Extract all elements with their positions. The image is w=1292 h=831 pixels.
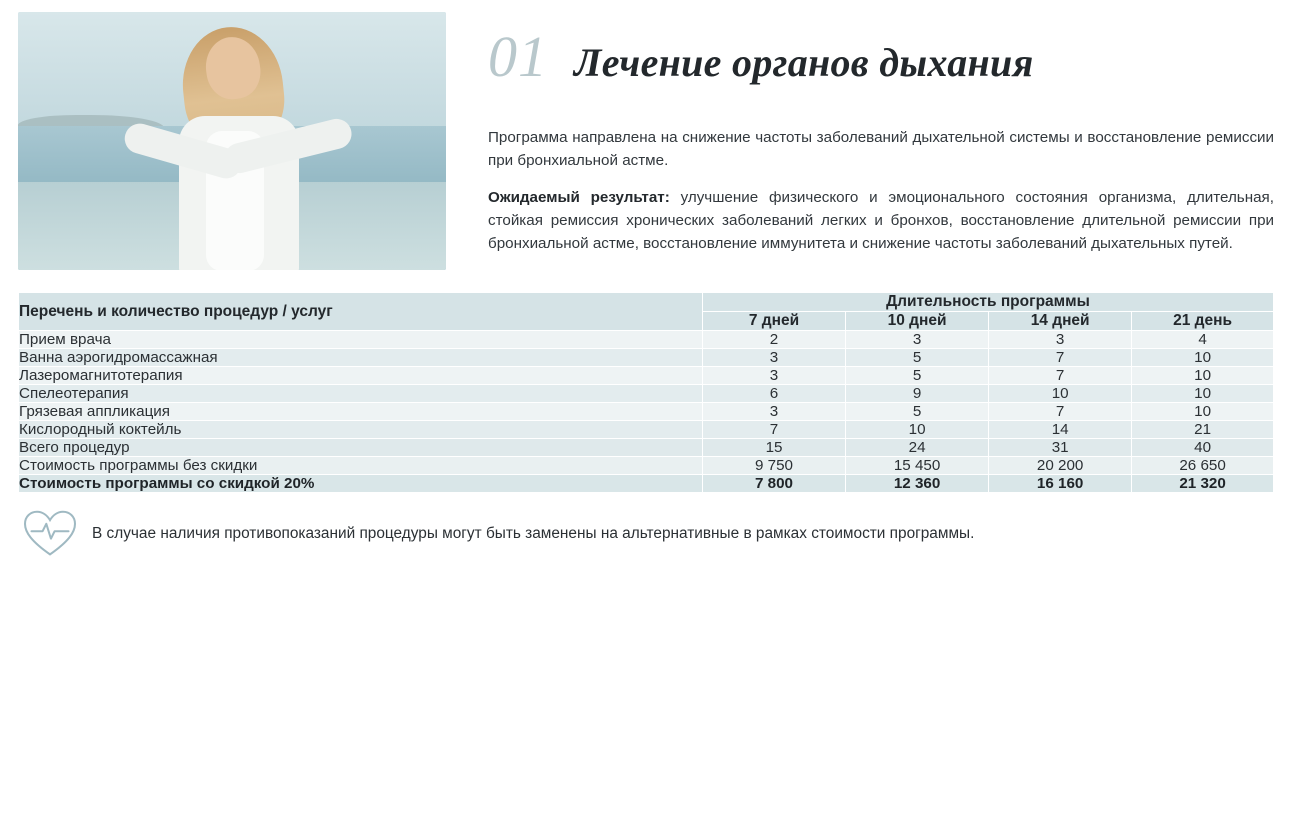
row-value-14: 10 xyxy=(989,385,1132,403)
section-title-row xyxy=(488,14,1274,112)
table-row xyxy=(19,421,1274,439)
heart-pulse-icon xyxy=(22,509,78,559)
table-head xyxy=(19,293,1274,331)
row-value-10: 3 xyxy=(846,331,989,349)
row-value-7: 7 xyxy=(702,421,845,439)
table-row xyxy=(19,385,1274,403)
row-value-7: 6 xyxy=(702,385,845,403)
row-value-14: 7 xyxy=(989,367,1132,385)
row-value-14: 7 xyxy=(989,403,1132,421)
row-label-discount: Стоимость программы со скидкой 20% xyxy=(19,475,703,493)
discount-value-14: 16 160 xyxy=(989,475,1132,493)
table-row-price xyxy=(19,457,1274,475)
row-label: Прием врача xyxy=(19,331,703,349)
section-number: 01 xyxy=(488,23,548,89)
discount-value-7: 7 800 xyxy=(702,475,845,493)
price-value-14: 20 200 xyxy=(989,457,1132,475)
table-header-duration: Длительность программы xyxy=(702,293,1273,312)
expected-result-label: Ожидаемый результат: xyxy=(488,188,670,206)
row-value-21: 10 xyxy=(1132,349,1274,367)
row-value-14: 14 xyxy=(989,421,1132,439)
row-value-21: 10 xyxy=(1132,403,1274,421)
row-value-7: 3 xyxy=(702,349,845,367)
table-row-discount xyxy=(19,475,1274,493)
table-row xyxy=(19,367,1274,385)
total-value-7: 15 xyxy=(702,439,845,457)
table-header-col-7: 7 дней xyxy=(702,312,845,331)
footer-note xyxy=(0,493,1292,559)
row-label: Спелеотерапия xyxy=(19,385,703,403)
table-row xyxy=(19,349,1274,367)
row-value-10: 9 xyxy=(846,385,989,403)
row-value-10: 5 xyxy=(846,367,989,385)
row-value-21: 4 xyxy=(1132,331,1274,349)
row-value-10: 5 xyxy=(846,349,989,367)
expected-result-paragraph xyxy=(488,186,1274,255)
row-label-total: Всего процедур xyxy=(19,439,703,457)
footer-note-text: В случае наличия противопоказаний процедуры могут быть заменены на альтернативные в рамках стоимости программы. xyxy=(92,525,975,543)
row-value-21: 10 xyxy=(1132,367,1274,385)
intro-text-block xyxy=(446,12,1274,269)
row-label: Ванна аэрогидромассажная xyxy=(19,349,703,367)
table-header-row-1 xyxy=(19,293,1274,312)
row-label-price: Стоимость программы без скидки xyxy=(19,457,703,475)
pricing-table-wrapper xyxy=(0,270,1292,493)
pricing-table xyxy=(18,292,1274,493)
table-header-col-10: 10 дней xyxy=(846,312,989,331)
row-value-10: 5 xyxy=(846,403,989,421)
table-row xyxy=(19,403,1274,421)
total-value-10: 24 xyxy=(846,439,989,457)
discount-value-21: 21 320 xyxy=(1132,475,1274,493)
row-value-21: 21 xyxy=(1132,421,1274,439)
total-value-21: 40 xyxy=(1132,439,1274,457)
table-row-total xyxy=(19,439,1274,457)
price-value-7: 9 750 xyxy=(702,457,845,475)
row-value-21: 10 xyxy=(1132,385,1274,403)
table-row xyxy=(19,331,1274,349)
row-value-14: 7 xyxy=(989,349,1132,367)
row-value-7: 3 xyxy=(702,403,845,421)
row-label: Кислородный коктейль xyxy=(19,421,703,439)
price-value-10: 15 450 xyxy=(846,457,989,475)
row-value-7: 3 xyxy=(702,367,845,385)
row-label: Лазеромагнитотерапия xyxy=(19,367,703,385)
page-title: Лечение органов дыхания xyxy=(574,39,1034,85)
price-value-21: 26 650 xyxy=(1132,457,1274,475)
row-value-14: 3 xyxy=(989,331,1132,349)
photo-woman xyxy=(138,22,326,270)
row-value-7: 2 xyxy=(702,331,845,349)
intro-paragraph: Программа направлена на снижение частоты заболеваний дыхательной системы и восстановление ремиссии при бронхиальной астме. xyxy=(488,128,1274,169)
table-header-col-14: 14 дней xyxy=(989,312,1132,331)
expected-result-text: улучшение физического и эмоционального состояния организма, длительная, стойкая ремиссия хронических заболеваний легких и бронхов, восстановление длительной ремиссии при бронхиальной астме, восстановление иммунитета и снижение частоты заболеваний дыхательных путей. xyxy=(488,188,1274,252)
total-value-14: 31 xyxy=(989,439,1132,457)
table-header-services: Перечень и количество процедур / услуг xyxy=(19,293,703,331)
row-label: Грязевая аппликация xyxy=(19,403,703,421)
table-header-col-21: 21 день xyxy=(1132,312,1274,331)
intro-section xyxy=(0,0,1292,270)
table-body xyxy=(19,331,1274,493)
discount-value-10: 12 360 xyxy=(846,475,989,493)
program-photo xyxy=(18,12,446,270)
row-value-10: 10 xyxy=(846,421,989,439)
